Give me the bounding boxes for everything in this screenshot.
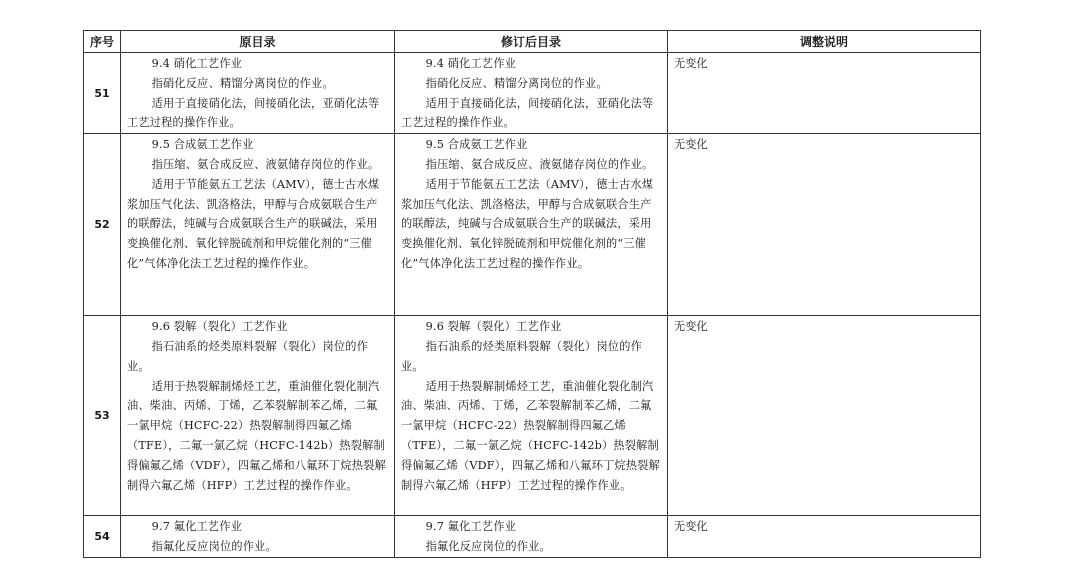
note-cell bbox=[668, 316, 981, 516]
row-number: 54 bbox=[84, 516, 121, 558]
item-scope: 适用于节能氨五工艺法（AMV），德士古水煤浆加压气化法、凯洛格法，甲醇与合成氨联合生产的联醇法，纯碱与合成氨联合生产的联碱法，采用变换催化剂、氧化锌脱硫剂和甲烷催化剂的“三催化”气体净化法工艺过程的操作作业。 bbox=[401, 177, 654, 270]
item-intro: 指压缩、氨合成反应、液氨储存岗位的作业。 bbox=[425, 157, 654, 171]
note-cell bbox=[668, 516, 981, 558]
header-row bbox=[84, 31, 981, 53]
row-number: 53 bbox=[84, 316, 121, 516]
row-number: 52 bbox=[84, 134, 121, 316]
item-title: 9.7 氟化工艺作业 bbox=[151, 520, 243, 534]
item-scope: 适用于直接硝化法，间接硝化法，亚硝化法等工艺过程的操作作业。 bbox=[127, 96, 380, 130]
item-intro: 指硝化反应、精馏分离岗位的作业。 bbox=[425, 76, 608, 90]
revised-cell bbox=[395, 516, 668, 558]
header-note: 调整说明 bbox=[668, 31, 981, 53]
revised-cell bbox=[395, 316, 668, 516]
item-intro: 指石油系的烃类原料裂解（裂化）岗位的作业。 bbox=[401, 339, 642, 373]
table-row bbox=[84, 53, 981, 134]
revised-cell bbox=[395, 53, 668, 134]
item-intro: 指氟化反应岗位的作业。 bbox=[151, 539, 277, 553]
original-cell bbox=[121, 516, 395, 558]
note-cell bbox=[668, 53, 981, 134]
item-intro: 指石油系的烃类原料裂解（裂化）岗位的作业。 bbox=[127, 339, 368, 373]
table-row bbox=[84, 316, 981, 516]
header-revised: 修订后目录 bbox=[395, 31, 668, 53]
original-cell bbox=[121, 316, 395, 516]
note-text: 无变化 bbox=[674, 138, 708, 152]
item-scope: 适用于热裂解制烯烃工艺，重油催化裂化制汽油、柴油、丙烯、丁烯，乙苯裂解制苯乙烯，二氟一氯甲烷（HCFC-22）热裂解制得四氟乙烯（TFE），二氟一氯乙烷（HCFC-142b）热裂解制得偏氟乙烯（VDF），四氟乙烯和八氟环丁烷热裂解制得六氟乙烯（HFP）工艺过程的操作作业。 bbox=[127, 379, 386, 492]
note-cell bbox=[668, 134, 981, 316]
item-scope: 适用于热裂解制烯烃工艺，重油催化裂化制汽油、柴油、丙烯、丁烯，乙苯裂解制苯乙烯，二氟一氯甲烷（HCFC-22）热裂解制得四氟乙烯（TFE），二氟一氯乙烷（HCFC-142b）热裂解制得偏氟乙烯（VDF），四氟乙烯和八氟环丁烷热裂解制得六氟乙烯（HFP）工艺过程的操作作业。 bbox=[401, 379, 660, 492]
item-scope: 适用于节能氨五工艺法（AMV），德士古水煤浆加压气化法、凯洛格法，甲醇与合成氨联合生产的联醇法，纯碱与合成氨联合生产的联碱法，采用变换催化剂、氧化锌脱硫剂和甲烷催化剂的“三催化”气体净化法工艺过程的操作作业。 bbox=[127, 177, 380, 270]
row-number: 51 bbox=[84, 53, 121, 134]
item-title: 9.5 合成氨工艺作业 bbox=[425, 138, 528, 152]
item-title: 9.4 硝化工艺作业 bbox=[151, 57, 243, 70]
original-cell bbox=[121, 53, 395, 134]
note-text: 无变化 bbox=[674, 320, 708, 334]
item-title: 9.6 裂解（裂化）工艺作业 bbox=[151, 320, 288, 334]
item-intro: 指硝化反应、精馏分离岗位的作业。 bbox=[151, 76, 334, 90]
item-scope: 适用于直接硝化法，间接硝化法，亚硝化法等工艺过程的操作作业。 bbox=[401, 96, 654, 130]
item-title: 9.7 氟化工艺作业 bbox=[425, 520, 517, 534]
item-intro: 指氟化反应岗位的作业。 bbox=[425, 539, 551, 553]
item-title: 9.5 合成氨工艺作业 bbox=[151, 138, 254, 152]
item-intro: 指压缩、氨合成反应、液氨储存岗位的作业。 bbox=[151, 157, 380, 171]
catalog-table bbox=[83, 30, 981, 558]
header-no: 序号 bbox=[84, 31, 121, 53]
table-row bbox=[84, 516, 981, 558]
original-cell bbox=[121, 134, 395, 316]
item-title: 9.6 裂解（裂化）工艺作业 bbox=[425, 320, 562, 334]
revised-cell bbox=[395, 134, 668, 316]
table-row bbox=[84, 134, 981, 316]
item-title: 9.4 硝化工艺作业 bbox=[425, 57, 517, 70]
note-text: 无变化 bbox=[674, 57, 708, 70]
header-original: 原目录 bbox=[121, 31, 395, 53]
note-text: 无变化 bbox=[674, 520, 708, 534]
